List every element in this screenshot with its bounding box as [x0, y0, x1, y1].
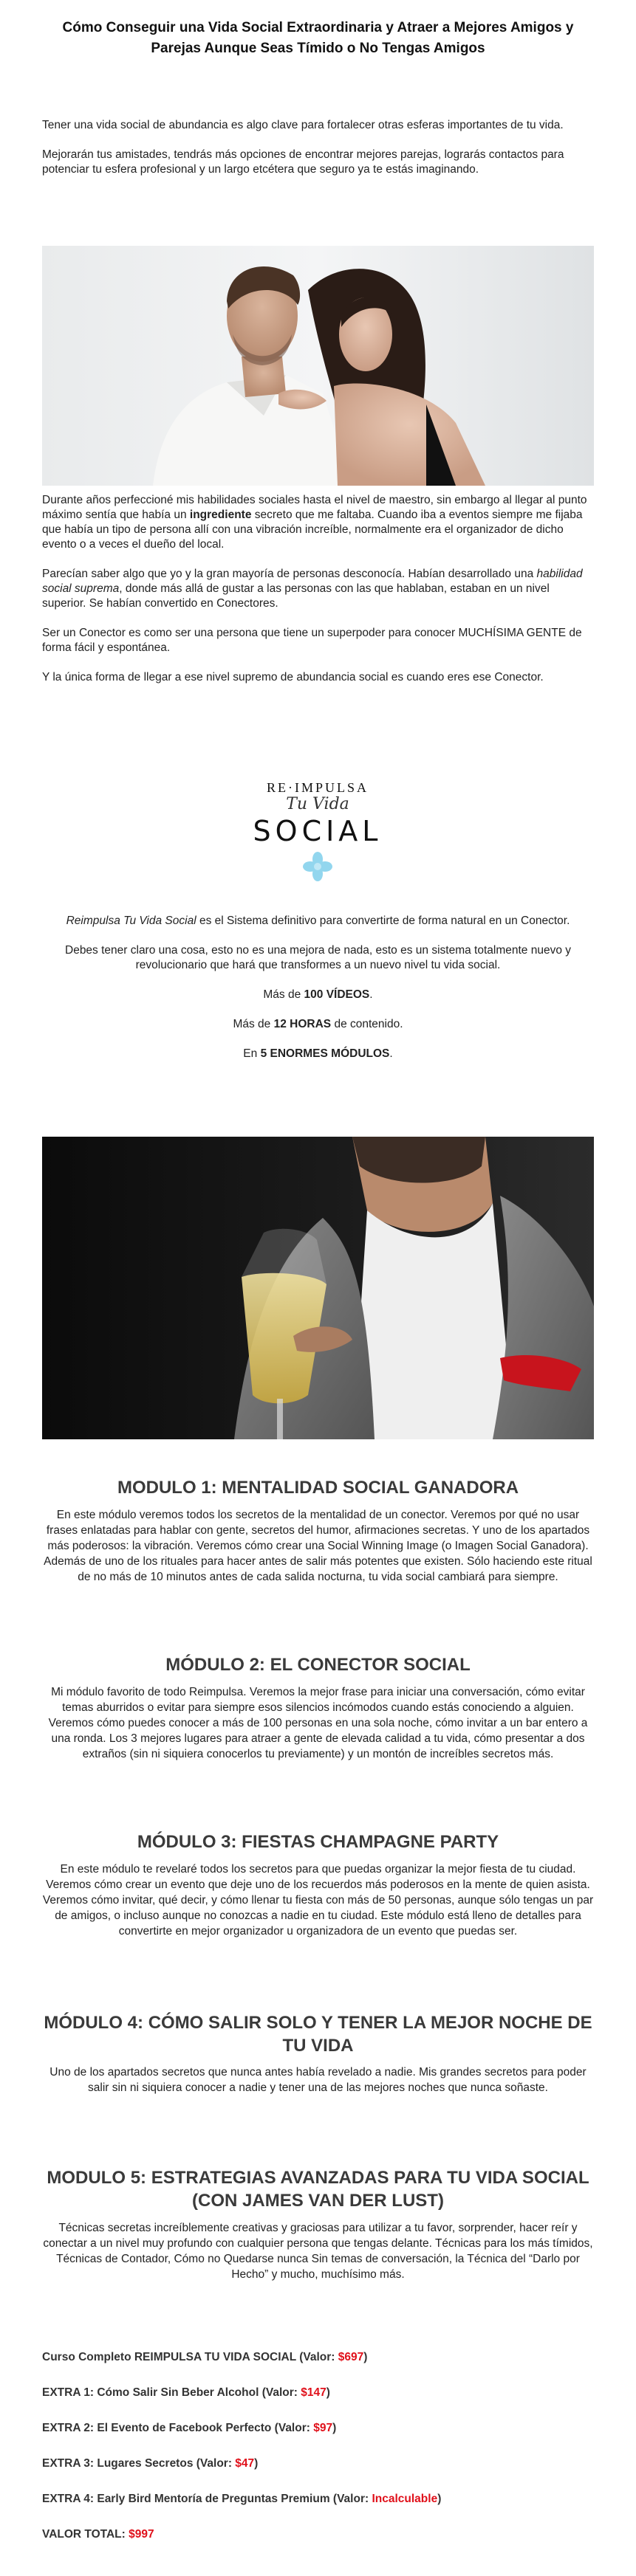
price-label: EXTRA 4: Early Bird Mentoría de Preguntas Premium (Valor:	[42, 2493, 372, 2505]
intro-paragraph-2: Mejorarán tus amistades, tendrás más opciones de encontrar mejores parejas, lograrás contactos para potenciar tu esfera profesional y un largo etcétera que seguro ya te estás imaginando.	[42, 148, 564, 176]
price-label: EXTRA 3: Lugares Secretos (Valor:	[42, 2457, 236, 2470]
module-1-text: En este módulo veremos todos los secretos de la mentalidad de un conector. Veremos por qué no usar frases enlatadas para hablar con gente, secretos del humor, afirmaciones secretas. Y uno de los apartados más poderosos: la vibración. Veremos cómo crear una Social Winning Image (o Imagen Social Ganadora). Además de uno de los rituales para hacer antes de salir más potentes que existen. Sólo haciendo este ritual de no más de 10 minutos antes de cada salida nocturna, tu vida social cambiará para siempre.	[44, 1509, 592, 1583]
module-5-text: Técnicas secretas increíblemente creativas y graciosas para utilizar a tu favor, sorprender, hacer reír y conectar a un nivel muy profundo con cualquier persona que tengas delante. Técnicas para los más tímidos, Técnicas de Contador, Cómo no Quedarse nunca Sin temas de conversación, la Técnica del “Darlo por Hecho” y mucho, muchísimo más.	[43, 2222, 593, 2281]
story-section	[42, 493, 594, 685]
price-tail: )	[363, 2351, 368, 2363]
price-item	[42, 2457, 258, 2470]
stat-videos-a: Más de	[263, 988, 304, 1001]
price-total	[42, 2528, 154, 2541]
stat-hours	[42, 1017, 594, 1032]
story-p2-b: , donde más allá de gustar a las personas con las que hablaban, estaban en un nivel superior. Se habían convertido en Conectores.	[42, 582, 550, 610]
module-3-text: En este módulo te revelaré todos los secretos para que puedas organizar la mejor fiesta de tu ciudad. Veremos cómo crear un evento que deje uno de los recuerdos más poderosos en la mente de quien asista. Veremos cómo invitar, qué decir, y cómo llenar tu fiesta con más de 50 personas, aunque sólo tengas un par de amigos, o incluso aunque no conozcas a nadie en tu ciudad. Este módulo está lleno de detalles para convertirte en mejor organizador u organizadora de un evento que puedas ser.	[42, 1863, 594, 1938]
price-tail: )	[254, 2457, 259, 2470]
stat-hours-a: Más de	[233, 1018, 274, 1030]
stat-videos-b: 100 VÍDEOS	[304, 988, 370, 1001]
price-item	[42, 2351, 367, 2364]
system-name: Reimpulsa Tu Vida Social	[66, 915, 196, 927]
price-label: EXTRA 1: Cómo Salir Sin Beber Alcohol (Valor:	[42, 2386, 301, 2399]
stat-modules-a: En	[243, 1047, 261, 1060]
intro-paragraph-1: Tener una vida social de abundancia es algo clave para fortalecer otras esferas importantes de tu vida.	[42, 119, 564, 131]
flower-icon	[303, 852, 332, 881]
price-total-value: $997	[129, 2528, 154, 2541]
module-4-text: Uno de los apartados secretos que nunca antes había revelado a nadie. Mis grandes secretos para poder salir sin ni siquiera conocer a nadie y tener una de las mejores noches que nunca soñaste.	[49, 2066, 587, 2094]
price-value: $147	[301, 2386, 326, 2399]
price-tail: )	[332, 2422, 337, 2434]
story-p1-b: secreto que me faltaba. Cuando iba a eventos siempre me fijaba que había un tipo de persona allí con una vibración increíble, normalmente era el organizador de dicho evento o a veces el dueño del local.	[42, 509, 583, 551]
module-2-text: Mi módulo favorito de todo Reimpulsa. Veremos la mejor frase para iniciar una conversación, cómo evitar temas aburridos o evitar para siempre esos silencios incómodos cuando estás conociendo a alguien. Veremos cómo puedes conocer a más de 100 personas en una sola noche, cómo invitar a un bar entero a una ronda. Los 3 mejores lugares para atraer a gente de elevada calidad a tu vida, cómo presentar a dos extraños (sin ni siquiera conocerlos tu previamente) y un montón de increíbles secretos más.	[48, 1686, 588, 1760]
price-tail: )	[326, 2386, 330, 2399]
module-5-title: MODULO 5: ESTRATEGIAS AVANZADAS PARA TU VIDA SOCIAL (CON JAMES VAN DER LUST)	[47, 2168, 589, 2211]
system-p1-b: es el Sistema definitivo para convertirte de forma natural en un Conector.	[196, 915, 570, 927]
stat-videos-c: .	[369, 988, 373, 1001]
stat-hours-c: de contenido.	[331, 1018, 403, 1030]
stat-modules	[42, 1047, 594, 1061]
logo-line-3: SOCIAL	[253, 815, 383, 847]
price-item	[42, 2493, 441, 2506]
price-total-label: VALOR TOTAL:	[42, 2528, 129, 2541]
story-p2-em: habilidad social suprema	[42, 568, 583, 595]
stat-hours-b: 12 HORAS	[273, 1018, 332, 1030]
price-label: Curso Completo REIMPULSA TU VIDA SOCIAL (Valor:	[42, 2351, 338, 2363]
price-value: $97	[313, 2422, 333, 2434]
story-paragraph-1	[42, 493, 594, 552]
story-p1-a: Durante años perfeccioné mis habilidades sociales hasta el nivel de maestro, sin embargo al llegar al punto máximo sentía que había un	[42, 494, 587, 521]
stat-modules-b: 5 ENORMES MÓDULOS	[260, 1047, 390, 1060]
module-2-title: MÓDULO 2: EL CONECTOR SOCIAL	[165, 1655, 471, 1675]
story-paragraph-2	[42, 567, 594, 611]
reimpulsa-logo	[244, 779, 391, 898]
story-p1-bold: ingrediente	[189, 509, 252, 521]
story-p2-a: Parecían saber algo que yo y la gran mayoría de personas desconocía. Habían desarrollado una	[42, 568, 537, 580]
logo-line-1: RE·IMPULSA	[266, 780, 369, 795]
couple-photo	[42, 246, 594, 486]
story-paragraph-4: Y la única forma de llegar a ese nivel supremo de abundancia social es cuando eres ese Conector.	[42, 671, 544, 683]
champagne-photo	[42, 1137, 594, 1439]
price-item	[42, 2422, 336, 2435]
system-section	[42, 914, 594, 1061]
system-paragraph-2: Debes tener claro una cosa, esto no es una mejora de nada, esto es un sistema totalmente nuevo y revolucionario que hará que transformes a un nuevo nivel tu vida social.	[65, 944, 571, 971]
price-value: $47	[235, 2457, 255, 2470]
module-1-title: MODULO 1: MENTALIDAD SOCIAL GANADORA	[117, 1478, 519, 1498]
price-tail: )	[437, 2493, 442, 2505]
price-value: Incalculable	[372, 2493, 438, 2505]
price-label: EXTRA 2: El Evento de Facebook Perfecto (Valor:	[42, 2422, 314, 2434]
logo-line-2: Tu Vida	[286, 795, 349, 813]
stat-videos	[42, 988, 594, 1002]
module-4-title: MÓDULO 4: CÓMO SALIR SOLO Y TENER LA MEJOR NOCHE DE TU VIDA	[44, 2013, 592, 2056]
page-title: Cómo Conseguir una Vida Social Extraordinaria y Atraer a Mejores Amigos y Parejas Aunque Seas Tímido o No Tengas Amigos	[62, 20, 574, 56]
price-value: $697	[338, 2351, 364, 2363]
module-3-title: MÓDULO 3: FIESTAS CHAMPAGNE PARTY	[137, 1832, 499, 1852]
system-paragraph-1	[42, 914, 594, 929]
intro-section	[42, 118, 594, 177]
price-item	[42, 2386, 330, 2400]
story-paragraph-3: Ser un Conector es como ser una persona que tiene un superpoder para conocer MUCHÍSIMA GENTE de forma fácil y espontánea.	[42, 627, 582, 654]
stat-modules-c: .	[389, 1047, 393, 1060]
